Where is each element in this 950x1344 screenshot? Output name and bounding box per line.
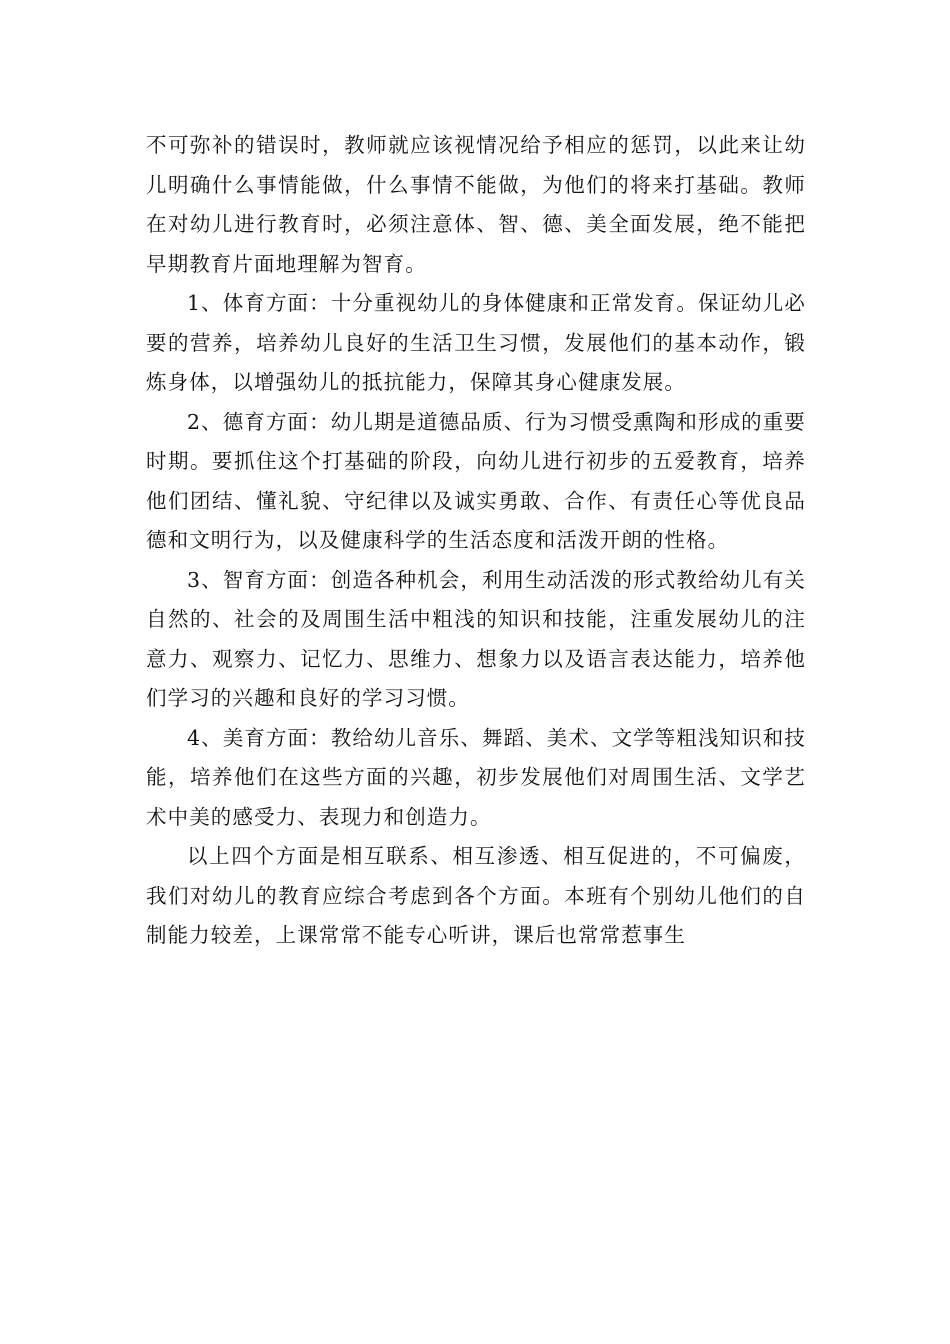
paragraph-aesthetic-education: 4、美育方面：教给幼儿音乐、舞蹈、美术、文学等粗浅知识和技能，培养他们在这些方面的兴趣，初步发展他们对周围生活、文学艺术中美的感受力、表现力和创造力。 bbox=[146, 725, 806, 829]
paragraph-intellectual-education: 3、智育方面：创造各种机会，利用生动活泼的形式教给幼儿有关自然的、社会的及周围生活中粗浅的知识和技能，注重发展幼儿的注意力、观察力、记忆力、思维力、想象力以及语言表达能力，培养他们学习的兴趣和良好的学习习惯。 bbox=[146, 567, 806, 710]
document-page bbox=[146, 126, 806, 956]
paragraph-physical-education: 1、体育方面：十分重视幼儿的身体健康和正常发育。保证幼儿必要的营养，培养幼儿良好的生活卫生习惯，发展他们的基本动作，锻炼身体，以增强幼儿的抵抗能力，保障其身心健康发展。 bbox=[146, 291, 806, 394]
paragraph-moral-education: 2、德育方面：幼儿期是道德品质、行为习惯受熏陶和形成的重要时期。要抓住这个打基础的阶段，向幼儿进行初步的五爱教育，培养他们团结、懂礼貌、守纪律以及诚实勇敢、合作、有责任心等优良品德和文明行为，以及健康科学的生活态度和活泼开朗的性格。 bbox=[146, 409, 806, 552]
paragraph-intro: 不可弥补的错误时，教师就应该视情况给予相应的惩罚，以此来让幼儿明确什么事情能做，什么事情不能做，为他们的将来打基础。教师在对幼儿进行教育时，必须注意体、智、德、美全面发展，绝不能把早期教育片面地理解为智育。 bbox=[146, 133, 806, 276]
paragraph-summary: 以上四个方面是相互联系、相互渗透、相互促进的，不可偏废，我们对幼儿的教育应综合考虑到各个方面。本班有个别幼儿他们的自制能力较差，上课常常不能专心听讲，课后也常常惹事生 bbox=[146, 844, 806, 947]
